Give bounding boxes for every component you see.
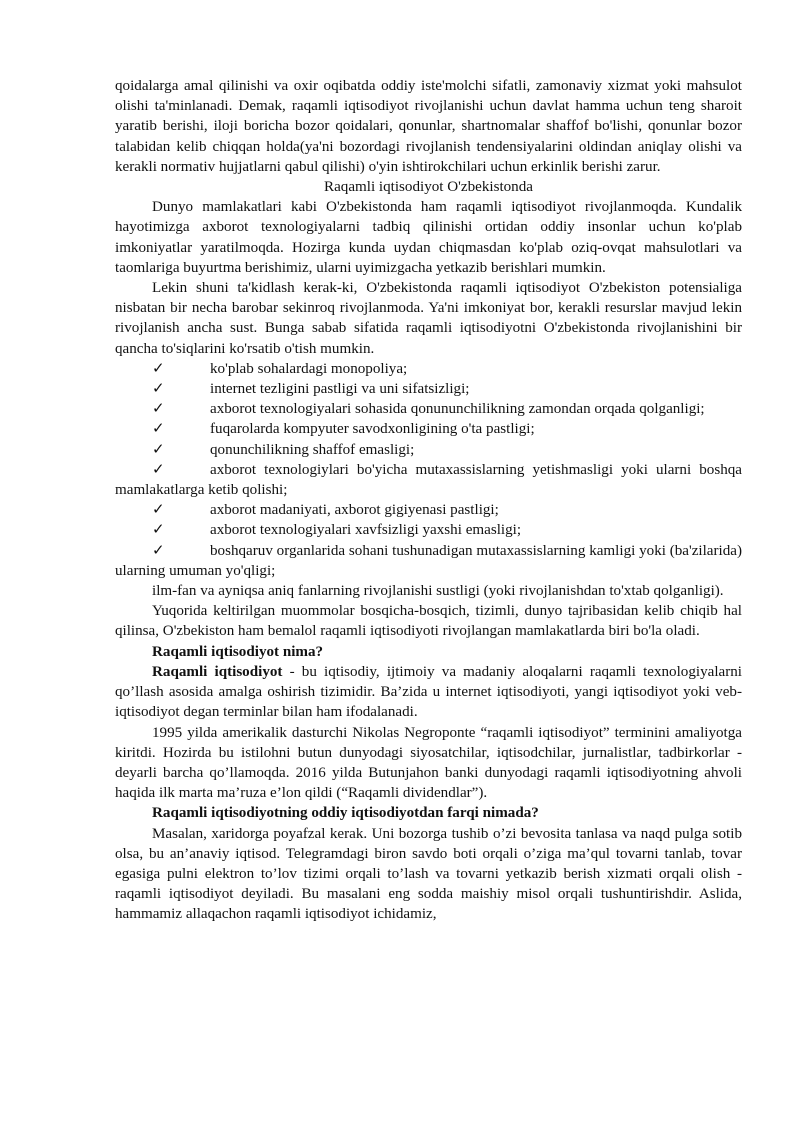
bullet-list: [115, 359, 742, 581]
list-item: [115, 399, 742, 419]
paragraph-intro: qoidalarga amal qilinishi va oxir oqibatda oddiy iste'molchi sifatli, zamonaviy xizmat yoki mahsulot olishi ta'minlanadi. Demak, raqamli iqtisodiyot rivojlanishi uchun davlat hamma uchun teng sharoit yaratib berishi, iloji boricha bozor qoidalari, qonunlar, shartnomalar shaffof bo'lishi, qonunlar bozor talabidan kelib chiqqan holda(ya'ni bozordagi rivojlanish tendensiyalarini oldindan aniqlay olishi va kerakli normativ hujjatlarni qabul qilishi) o'yin ishtirokchilari uchun erkinlik berishi zarur.: [115, 78, 742, 175]
list-item: [115, 500, 742, 520]
check-icon: ✓: [152, 421, 165, 438]
heading-farq-text: Raqamli iqtisodiyotning oddiy iqtisodiyotdan farqi nimada?: [152, 805, 539, 822]
list-item-text: qonunchilikning shaffof emasligi;: [210, 441, 415, 458]
list-item-text: boshqaruv organlarida sohani tushunadigan mutaxassislarning kamligi yoki (ba'zilarida) ularning umuman yo'qligi;: [115, 542, 742, 579]
heading-nima-text: Raqamli iqtisodiyot nima?: [152, 643, 324, 660]
paragraph-ilmfan: ilm-fan va ayniqsa aniq fanlarning rivojlanishi sustligi (yoki rivojlanishdan to'xtab qolganligi).: [152, 583, 724, 600]
heading-farq: [115, 803, 742, 823]
definition-text: - bu iqtisodiy, ijtimoiy va madaniy aloqalarni raqamli texnologiyalarni qo’llash asosida amalga oshirish tizimidir. Ba’zida u internet iqtisodiyoti, yangi iqtisodiyot yoki veb-iqtisodiyot degan terminlar bilan ham ifodalanadi.: [115, 663, 742, 721]
document-page: [115, 76, 742, 925]
check-icon: ✓: [152, 542, 165, 559]
list-item: [115, 541, 742, 581]
list-item-text: axborot madaniyati, axborot gigiyenasi pastligi;: [210, 502, 499, 519]
list-item: [115, 520, 742, 540]
paragraph-lekin: Lekin shuni ta'kidlash kerak-ki, O'zbekistonda raqamli iqtisodiyot O'zbekiston potensialiga nisbatan bir necha barobar sekinroq rivojlanmoda. Ya'ni imkoniyat bor, kerakli resurslar mavjud lekin rivojlanish ancha sust. Bunga sabab sifatida raqamli iqtisodiyotni O'zbekistonda rivojlanishini bir qancha to'siqlarini ko'rsatib o'tish mumkin.: [115, 280, 742, 357]
paragraph-1995: 1995 yilda amerikalik dasturchi Nikolas Negroponte “raqamli iqtisodiyot” terminini amaliyotga kiritdi. Hozirda bu istilohni butun dunyodagi siyosatchilar, iqtisodchilar, jurnalistlar, tadbirkorlar - deyarli barcha qo’llamoqda. 2016 yilda Butunjahon banki dunyodagi raqamli iqtisodiyotning ahvoli haqida ilk marta ma’ruza e’lon qildi (“Raqamli dividendlar”).: [115, 724, 742, 802]
list-item-text: axborot texnologiyalari xavfsizligi yaxshi emasligi;: [210, 522, 522, 539]
list-item-text: fuqarolarda kompyuter savodxonligining o'ta pastligi;: [210, 421, 535, 438]
check-icon: ✓: [152, 401, 165, 418]
section-title: Raqamli iqtisodiyot O'zbekistonda: [324, 179, 533, 196]
paragraph-dunyo: Dunyo mamlakatlari kabi O'zbekistonda ham raqamli iqtisodiyot rivojlanmoqda. Kundalik hayotimizga axborot texnologiyalarni tadbiq qilinishi ortidan oddiy insonlar uchun ko'plab imkoniyatlar yaratilmoqda. Hozirga kunda uydan chiqmasdan ko'plab oziq-ovqat mahsulotlari va taomlariga buyurtma berishimiz, ularni uyimizgacha yetkazib berishlari mumkin.: [115, 199, 742, 276]
list-item-text: internet tezligini pastligi va uni sifatsizligi;: [210, 381, 470, 398]
check-icon: ✓: [152, 381, 165, 398]
check-icon: ✓: [152, 441, 165, 458]
paragraph-definition: [115, 662, 742, 723]
list-item: [115, 359, 742, 379]
list-item: [115, 419, 742, 439]
definition-term: Raqamli iqtisodiyot: [152, 663, 283, 680]
list-item: [115, 440, 742, 460]
paragraph-masalan: Masalan, xaridorga poyafzal kerak. Uni bozorga tushib o’zi bevosita tanlasa va naqd pulga sotib olsa, bu an’anaviy iqtisod. Telegramdagi biron savdo boti orqali o’ziga ma’qul tovarni tanlab, tovar egasiga pulni elektron to’lov tizimi orqali to’lash va tovarni yetkazib berish xizmati orqali olish - raqamli iqtisodiyot deyiladi. Bu masalani eng sodda maishiy misol orqali tushuntirishdir. Aslida, hammamiz allaqachon raqamli iqtisodiyot ichidamiz,: [115, 825, 742, 923]
heading-nima: [115, 642, 742, 662]
check-icon: ✓: [152, 502, 165, 519]
list-item: [115, 379, 742, 399]
check-icon: ✓: [152, 360, 165, 377]
list-item-text: ko'plab sohalardagi monopoliya;: [210, 360, 408, 377]
list-item-text: axborot texnologiylari bo'yicha mutaxassislarning yetishmasligi yoki ularni boshqa mamlakatlarga ketib qolishi;: [115, 461, 742, 499]
paragraph-yuqorida: Yuqorida keltirilgan muommolar bosqicha-bosqich, tizimli, dunyo tajribasidan kelib chiqib hal qilinsa, O'zbekiston ham bemalol raqamli iqtisodiyoti rivojlangan mamlakatlarda biri bo'la oladi.: [115, 603, 742, 640]
check-icon: ✓: [152, 461, 165, 478]
list-item: [115, 460, 742, 500]
list-item-text: axborot texnologiyalari sohasida qonununchilikning zamondan orqada qolganligi;: [210, 401, 705, 418]
check-icon: ✓: [152, 522, 165, 539]
